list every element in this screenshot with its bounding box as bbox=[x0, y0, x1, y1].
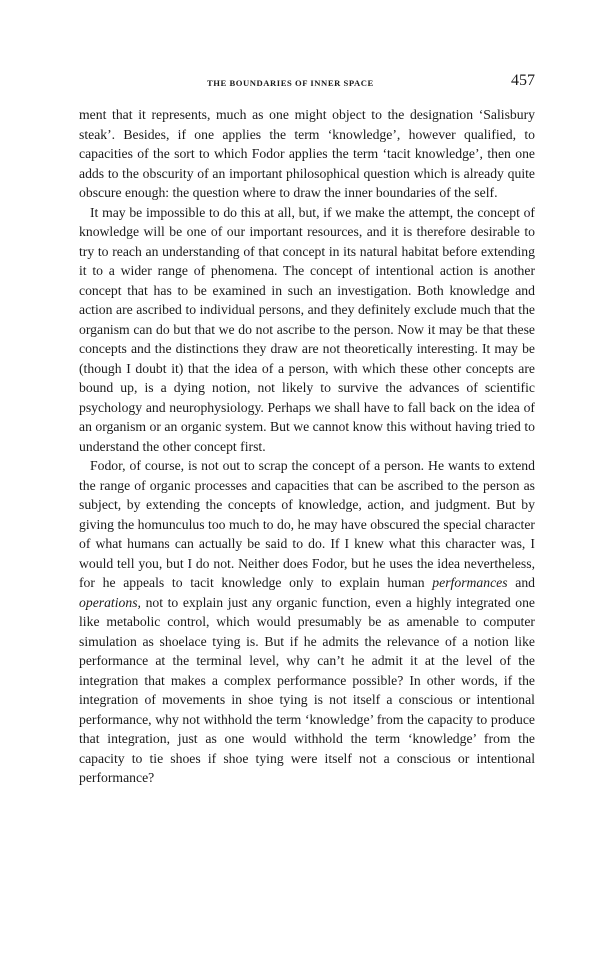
italic-operations: operations, bbox=[79, 594, 141, 610]
running-head bbox=[79, 70, 535, 100]
paragraph-1: ment that it represents, much as one might object to the designation ‘Salisbury steak’. Besides, if one applies the term ‘knowledge’, however qualified, to capacities of the sort to which Fodor applies the term ‘tacit knowledge’, then one adds to the obscurity of an important philosophical question which is already quite obscure enough: the question where to draw the inner boundaries of the self. bbox=[79, 107, 535, 200]
book-page bbox=[79, 70, 535, 788]
paragraph-3-text-c: not to explain just any organic function, even a highly integrated one like metabolic control, which would presumably be as amenable to computer simulation as shoelace tying is. But if he admits the relevance of a notion like performance at the terminal level, why can’t he admit it at the level of the integration that makes a complex performance possible? In other words, if the integration of movements in shoe tying is not itself a conscious or intentional performance, why not withhold the term ‘knowledge’ from the capacity to produce that integration, just as one would withhold the term ‘knowledge’ from the capacity to tie shoes if shoe tying were itself not a conscious or intentional performance? bbox=[79, 594, 535, 785]
paragraph-3-text-a: Fodor, of course, is not out to scrap the concept of a person. He wants to extend the range of organic processes and capacities that can be ascribed to the person as subject, by extending the concepts of knowledge, action, and judgment. But by giving the homunculus too much to do, he may have obscured the special character of what humans can actually be said to do. If I knew what this character was, I would tell you, but I do not. Neither does Fodor, but he uses the idea nevertheless, for he appeals to tacit knowledge only to explain human bbox=[79, 458, 535, 590]
paragraph-2: It may be impossible to do this at all, but, if we make the attempt, the concept of knowledge will be one of our important resources, and it is therefore desirable to try to reach an understanding of that concept in its natural habitat before extending it to a wider range of phenomena. The concept of intentional action is another concept that has to be examined in such an investigation. Both knowledge and action are ascribed to individual persons, and they definitely exclude much that the organism can do but that we do not ascribe to the person. Now it may be that these concepts and the distinctions they draw are not theoretically interesting. It may be (though I doubt it) that the idea of a person, with which these other concepts are bound up, is a dying notion, not likely to survive the advances of scientific psychology and neurophysiology. Perhaps we shall have to fall back on the idea of an organism or an organic system. But we cannot know this without having tried to understand the other concept first. bbox=[79, 204, 535, 454]
page-number: 457 bbox=[511, 72, 535, 89]
paragraph-3-text-b: and bbox=[515, 575, 536, 590]
italic-performances: performances bbox=[432, 575, 508, 590]
body-text bbox=[79, 105, 535, 788]
paragraph-3 bbox=[79, 456, 535, 788]
running-title: THE BOUNDARIES OF INNER SPACE bbox=[207, 78, 374, 88]
